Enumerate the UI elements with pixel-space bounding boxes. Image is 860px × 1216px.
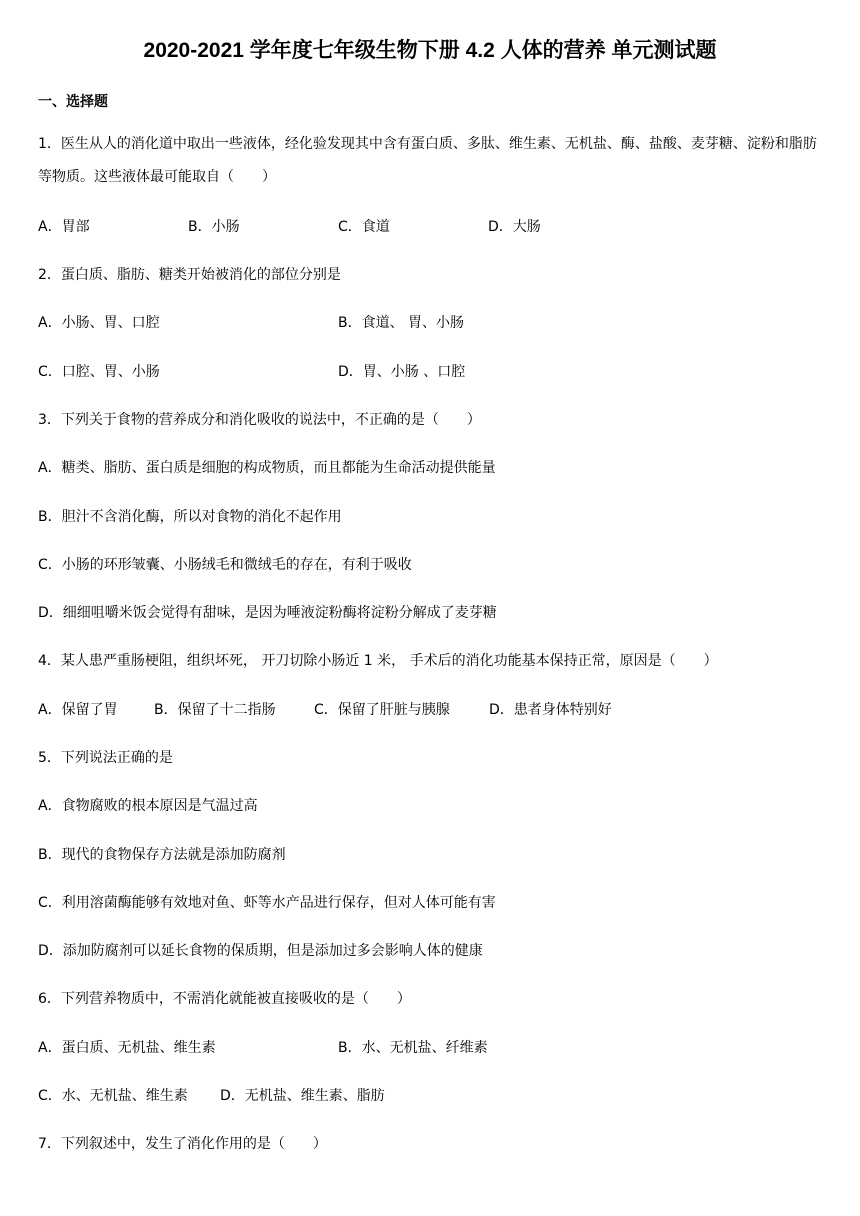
question-2-option-c: C．口腔、胃、小肠	[38, 364, 160, 380]
question-4-option-a: A．保留了胃	[38, 702, 118, 718]
question-5-option-c: C．利用溶菌酶能够有效地对鱼、虾等水产品进行保存，但对人体可能有害	[38, 895, 496, 911]
question-2-stem: 2．蛋白质、脂肪、糖类开始被消化的部位分别是	[38, 267, 341, 283]
question-7-stem: 7．下列叙述中，发生了消化作用的是（ ）	[38, 1136, 327, 1152]
question-1-option-a: A．胃部	[38, 219, 90, 235]
question-4-option-b: B．保留了十二指肠	[154, 702, 276, 718]
question-6-option-d: D．无机盐、维生素、脂肪	[220, 1088, 385, 1104]
question-2-option-d: D．胃、小肠 、口腔	[338, 364, 466, 380]
question-3-option-d: D．细细咀嚼米饭会觉得有甜味，是因为唾液淀粉酶将淀粉分解成了麦芽糖	[38, 605, 497, 621]
question-5-stem: 5．下列说法正确的是	[38, 750, 173, 766]
question-6-stem: 6．下列营养物质中，不需消化就能被直接吸收的是（ ）	[38, 991, 411, 1007]
question-3-option-a: A．糖类、脂肪、蛋白质是细胞的构成物质，而且都能为生命活动提供能量	[38, 460, 496, 476]
section-heading: 一、选择题	[38, 94, 108, 110]
question-4-stem: 4．某人患严重肠梗阻，组织坏死， 开刀切除小肠近 1 米， 手术后的消化功能基本保持正常，原因是（ ）	[38, 653, 718, 669]
question-2-option-a: A．小肠、胃、口腔	[38, 315, 160, 331]
question-4-option-d: D．患者身体特别好	[489, 702, 612, 718]
question-1-option-c: C．食道	[338, 219, 390, 235]
question-1-stem: 1．医生从人的消化道中取出一些液体，经化验发现其中含有蛋白质、多肽、维生素、无机盐、酶、盐酸、麦芽糖、淀粉和脂肪等物质。这些液体最可能取自（ ）	[38, 136, 817, 185]
question-6-option-b: B．水、无机盐、纤维素	[338, 1040, 488, 1056]
question-6-option-c: C．水、无机盐、维生素	[38, 1088, 188, 1104]
question-3-option-b: B．胆汁不含消化酶，所以对食物的消化不起作用	[38, 509, 342, 525]
question-5-option-d: D．添加防腐剂可以延长食物的保质期，但是添加过多会影响人体的健康	[38, 943, 483, 959]
question-1-option-b: B．小肠	[188, 219, 240, 235]
question-5-option-b: B．现代的食物保存方法就是添加防腐剂	[38, 847, 286, 863]
question-1-option-d: D．大肠	[488, 219, 541, 235]
question-3-stem: 3．下列关于食物的营养成分和消化吸收的说法中，不正确的是（ ）	[38, 412, 481, 428]
question-6-option-a: A．蛋白质、无机盐、维生素	[38, 1040, 216, 1056]
document-title: 2020-2021 学年度七年级生物下册 4.2 人体的营养 单元测试题	[143, 39, 717, 62]
question-2-option-b: B．食道、 胃、小肠	[338, 315, 465, 331]
question-3-option-c: C．小肠的环形皱囊、小肠绒毛和微绒毛的存在，有利于吸收	[38, 557, 412, 573]
question-4-option-c: C．保留了肝脏与胰腺	[314, 702, 450, 718]
question-5-option-a: A．食物腐败的根本原因是气温过高	[38, 798, 258, 814]
